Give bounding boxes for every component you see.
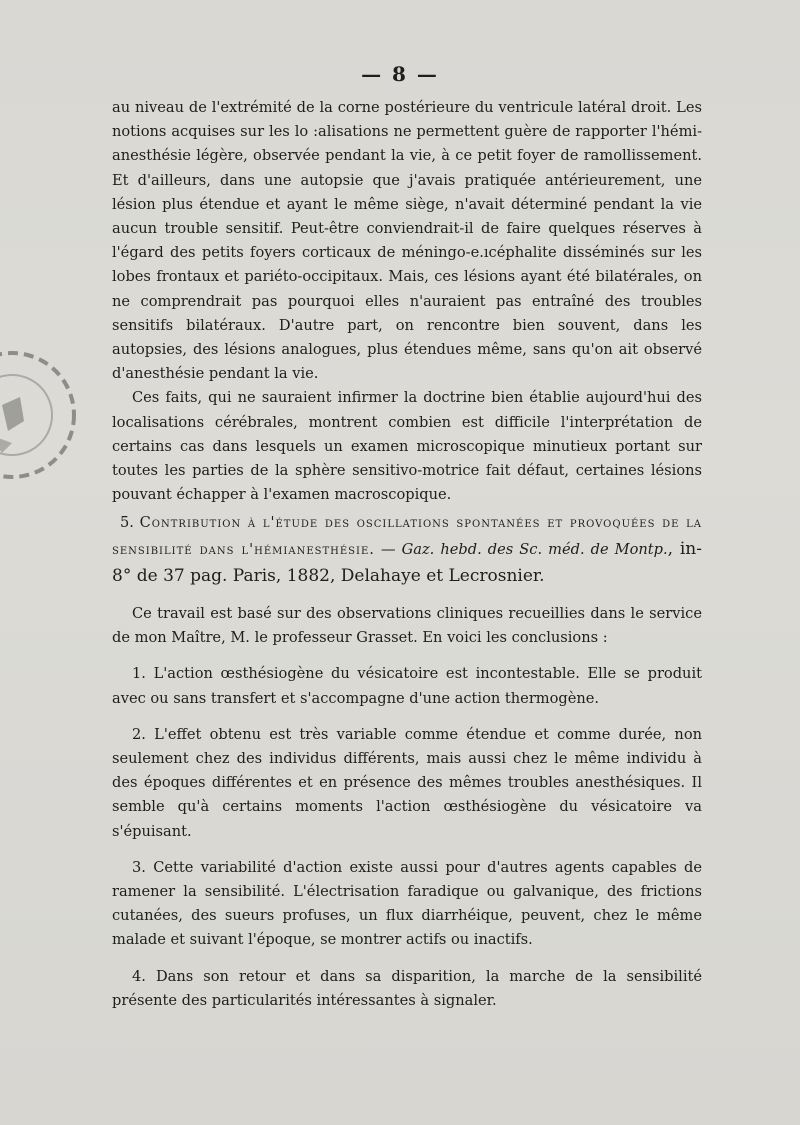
section-dash: — [374,541,402,558]
page-number: — 8 — [361,62,439,86]
body-text-top [112,96,702,507]
library-stamp-icon [0,335,92,495]
conclusion-3: 3. Cette variabilité d'action existe aussi pour d'autres agents capables de ramener la sensibilité. L'électrisation faradique ou galvanique, des frictions cutanées, des sueurs profuses, un flux diarrhéique, peuvent, chez le même malade et suivant l'époque, se montrer actifs ou inactifs. [112,858,702,949]
conclusion-4: 4. Dans son retour et dans sa disparition, la marche de la sensibilité présente des particularités intéressantes à signaler. [112,967,702,1009]
publication-details: , in-8° de 37 pag. Paris, 1882, Delahaye et Lecrosnier. [112,539,703,586]
journal-reference: Gaz. hebd. des Sc. méd. de Montp. [401,541,668,558]
conclusion-2: 2. L'effet obtenu est très variable comme étendue et comme durée, non seulement chez des individus différents, mais aussi chez le même individu à des époques différentes et en présence des mêmes troubles anesthésiques. Il semble qu'à certains moments l'action œsthésiogène du vésicatoire va s'épuisant. [112,725,702,840]
paragraph-localisations: Ces faits, qui ne sauraient infirmer la doctrine bien établie aujourd'hui des localisations cérébrales, montrent combien est difficile l'interprétation de certains cas dans lesquels un examen microscopique minutieux portant sur toutes les parties de la sphère sensitivo-motrice fait défaut, certaines lésions pouvant échapper à l'examen macroscopique. [112,389,702,504]
intro-paragraph: Ce travail est basé sur des observations cliniques recueillies dans le service de mon Maître, M. le professeur Grasset. En voici les conclusions : [112,605,702,647]
section-heading [112,510,702,590]
body-text-conclusions [112,602,702,1025]
section-number: 5. [120,514,134,531]
section-title: Contribution à l'étude des oscillations spontanées et provoquées de la sensibilité dans l'hémianesthésie. [112,514,702,558]
paragraph-continuation: au niveau de l'extrémité de la corne postérieure du ventricule latéral droit. Les notions acquises sur les lo :alisations ne permettent guère de rapporter l'hémi-anesthésie légère, observée pendant la vie, à ce petit foyer de ramollissement. Et d'ailleurs, dans une autopsie que j'avais pratiquée antérieurement, une lésion plus étendue et ayant le même siège, n'avait déterminé pendant la vie aucun trouble sensitif. Peut-être conviendrait-il de faire quelques réserves à l'égard des petits foyers corticaux de méningo-e.ıcéphalite disséminés sur les lobes frontaux et pariéto-occipitaux. Mais, ces lésions ayant été bilatérales, on ne comprendrait pas pourquoi elles n'auraient pas entraîné des troubles sensitifs bilatéraux. D'autre part, on rencontre bien souvent, dans les autopsies, des lésions analogues, plus étendues même, sans qu'on ait observé d'anesthésie pendant la vie. [112,99,702,383]
conclusion-1: 1. L'action œsthésiogène du vésicatoire est incontestable. Elle se produit avec ou sans transfert et s'accompagne d'une action thermogène. [112,665,702,707]
